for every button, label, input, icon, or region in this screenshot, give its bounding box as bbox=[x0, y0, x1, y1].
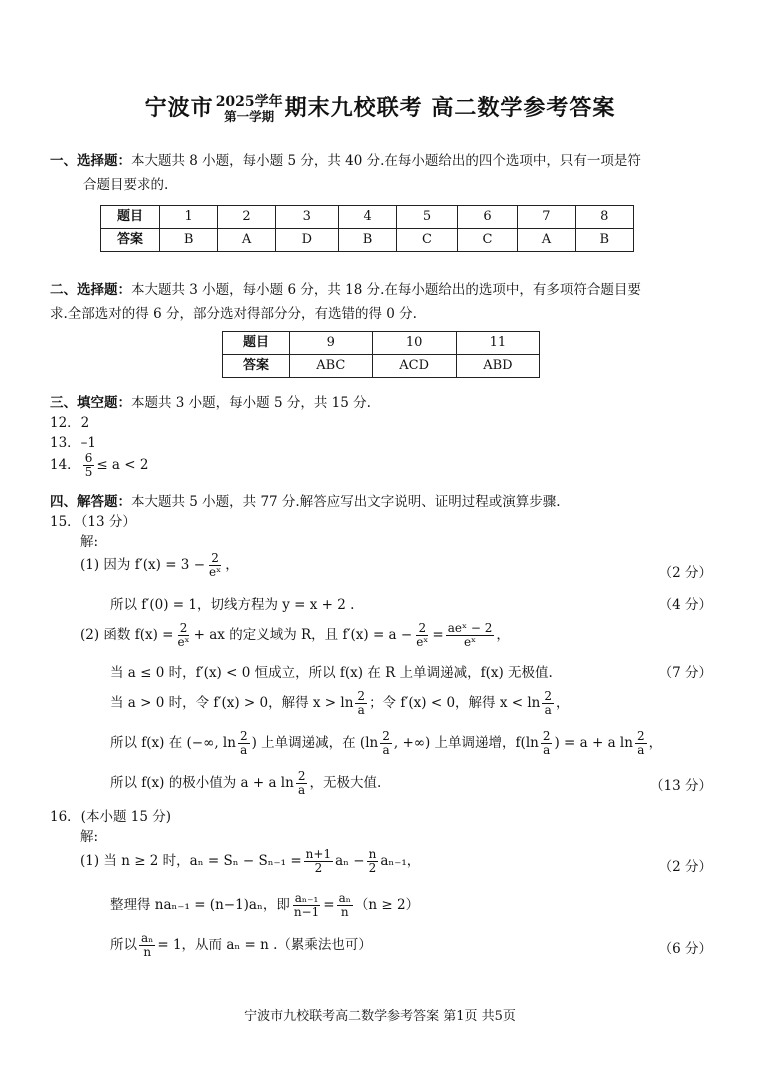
fraction bbox=[380, 730, 392, 757]
q15-line-2: 所以 f′(0) = 1，切线方程为 y = x + 2 . bbox=[110, 597, 355, 613]
answer-14-prefix: 14． bbox=[50, 457, 81, 474]
table-header-a: 答案 bbox=[101, 229, 160, 252]
fraction-den: eˣ bbox=[416, 635, 429, 650]
q15-score-1: （2 分） bbox=[658, 565, 712, 581]
fraction-den: a bbox=[543, 743, 551, 758]
q15-jie: 解: bbox=[80, 534, 99, 550]
fraction bbox=[296, 770, 308, 797]
q16-line-3 bbox=[110, 932, 372, 959]
table-cell: 7 bbox=[518, 206, 575, 229]
fraction-den: a bbox=[544, 703, 552, 718]
q16-l1-text-a: (1) 当 n ≥ 2 时，aₙ = Sₙ − Sₙ₋₁ = bbox=[80, 853, 302, 870]
q16-l1-text-d: aₙ₋₁， bbox=[380, 853, 421, 870]
fraction bbox=[304, 848, 333, 875]
answer-14 bbox=[50, 452, 148, 479]
fraction bbox=[139, 932, 155, 959]
fraction-den: eˣ bbox=[463, 635, 477, 650]
q16-line-2 bbox=[110, 892, 419, 919]
section-2-text-cont: 求.全部选对的得 6 分，部分选对得部分分，有选错的得 0 分. bbox=[50, 306, 417, 323]
q15-score-2: （4 分） bbox=[658, 597, 712, 613]
title-term: 第一学期 bbox=[224, 108, 275, 124]
answer-12: 12．2 bbox=[50, 415, 90, 431]
fraction-den: n bbox=[143, 945, 152, 960]
title-prefix: 宁波市 bbox=[144, 95, 214, 121]
fraction bbox=[541, 730, 553, 757]
table-cell: 8 bbox=[575, 206, 633, 229]
q15-l5-text-b: ；令 f′(x) < 0，解得 x < ln bbox=[369, 695, 541, 712]
q16-score-1: （2 分） bbox=[658, 859, 712, 875]
answer-table-1 bbox=[100, 205, 634, 252]
q15-l3-text-b: + ax 的定义域为 R，且 f′(x) = a − bbox=[193, 627, 413, 644]
q15-l3-text-f: ， bbox=[496, 627, 510, 644]
q16-l3-text-a: 所以 bbox=[110, 937, 137, 954]
table-cell: D bbox=[275, 229, 338, 252]
section-4-text: 本大题共 5 小题，共 77 分.解答应写出文字说明、证明过程或演算步骤. bbox=[131, 494, 561, 510]
fraction bbox=[207, 552, 223, 579]
q15-line-5 bbox=[110, 690, 570, 717]
table-cell: C bbox=[457, 229, 518, 252]
q16-line-1 bbox=[80, 848, 420, 875]
table-row-answers bbox=[101, 229, 634, 252]
table-cell: 10 bbox=[372, 332, 456, 355]
table-cell: ABC bbox=[290, 355, 373, 378]
fraction-num: 6 bbox=[84, 451, 93, 465]
answer-14-rest: ≤ a < 2 bbox=[96, 457, 149, 474]
table-cell: 6 bbox=[457, 206, 518, 229]
q15-line-6 bbox=[110, 730, 662, 757]
fraction bbox=[355, 690, 367, 717]
fraction-num: aₙ bbox=[338, 891, 351, 905]
table-cell: B bbox=[338, 229, 396, 252]
q15-l6-text-c: , +∞) 上单调递增，f(ln bbox=[393, 735, 539, 752]
table-cell: ACD bbox=[372, 355, 456, 378]
q15-line-3 bbox=[80, 622, 510, 649]
section-3-text: 本题共 3 小题，每小题 5 分，共 15 分. bbox=[131, 395, 371, 411]
fraction-num: 2 bbox=[544, 689, 552, 703]
fraction-num: 2 bbox=[542, 729, 551, 743]
q15-l3-text-d: = bbox=[432, 627, 444, 644]
answer-13: 13．–1 bbox=[50, 435, 97, 451]
section-4-heading: 四、解答题： bbox=[50, 494, 131, 510]
q16-l2-text-d: （n ≥ 2） bbox=[354, 897, 420, 914]
fraction-den: 2 bbox=[314, 861, 323, 876]
table-header-q: 题目 bbox=[101, 206, 160, 229]
fraction bbox=[367, 848, 379, 875]
q16-jie: 解: bbox=[80, 829, 99, 845]
section-1-heading: 一、选择题： bbox=[50, 153, 131, 169]
fraction-den: a bbox=[382, 743, 390, 758]
q16-score-3: （6 分） bbox=[658, 941, 712, 957]
q15-l3-text-a: (2) 函数 f(x) = bbox=[80, 627, 174, 644]
title-main: 期末九校联考 高二数学参考答案 bbox=[284, 95, 616, 121]
q16-l1-text-b: aₙ − bbox=[335, 853, 365, 870]
fraction-den: a bbox=[240, 743, 248, 758]
section-2-text: 本大题共 3 小题，每小题 6 分，共 18 分.在每小题给出的选项中，有多项符合题目要 bbox=[131, 282, 641, 298]
table-cell: B bbox=[575, 229, 633, 252]
table-cell: 11 bbox=[456, 332, 539, 355]
fraction-den: a bbox=[357, 703, 365, 718]
fraction bbox=[175, 622, 191, 649]
table-header-q: 题目 bbox=[223, 332, 290, 355]
fraction-den: a bbox=[637, 743, 645, 758]
fraction bbox=[337, 892, 353, 919]
section-1-text: 本大题共 8 小题，每小题 5 分，共 40 分.在每小题给出的四个选项中，只有一项是符 bbox=[131, 153, 641, 169]
table-header-a: 答案 bbox=[223, 355, 290, 378]
answer-table-2 bbox=[222, 331, 540, 378]
fraction-num: 2 bbox=[297, 769, 306, 783]
table-cell: C bbox=[397, 229, 458, 252]
page-footer: 宁波市九校联考高二数学参考答案 第1页 共5页 bbox=[244, 1009, 516, 1024]
q16-l2-text-a: 整理得 naₙ₋₁ = (n−1)aₙ，即 bbox=[110, 897, 290, 914]
title-year: 2025学年 bbox=[215, 93, 283, 110]
fraction-num: n+1 bbox=[305, 847, 332, 861]
fraction bbox=[292, 892, 321, 919]
fraction bbox=[542, 690, 554, 717]
fraction-den: n bbox=[340, 905, 349, 920]
q15-score-4: （7 分） bbox=[658, 665, 712, 681]
fraction-num: aeˣ − 2 bbox=[447, 621, 493, 635]
q15-line-4: 当 a ≤ 0 时，f′(x) < 0 恒成立，所以 f(x) 在 R 上单调递减，f(x) 无极值. bbox=[110, 665, 553, 681]
section-1-text-cont: 合题目要求的. bbox=[83, 177, 169, 194]
q16-l2-text-b: = bbox=[323, 897, 335, 914]
table-cell: 2 bbox=[218, 206, 275, 229]
q15-l1-text: (1) 因为 f′(x) = 3 − bbox=[80, 557, 206, 574]
fraction bbox=[238, 730, 250, 757]
fraction-num: aₙ₋₁ bbox=[294, 891, 319, 905]
fraction-den: 2 bbox=[368, 861, 377, 876]
table-row-questions bbox=[101, 206, 634, 229]
table-row-questions bbox=[223, 332, 540, 355]
fraction-den: a bbox=[298, 783, 306, 798]
table-cell: 5 bbox=[397, 206, 458, 229]
fraction-num: aₙ bbox=[141, 931, 154, 945]
page-title bbox=[0, 94, 760, 124]
fraction-num: 2 bbox=[636, 729, 645, 743]
table-cell: ABD bbox=[456, 355, 539, 378]
fraction-num: 2 bbox=[211, 551, 219, 565]
fraction-num: n bbox=[368, 847, 377, 861]
fraction bbox=[414, 622, 430, 649]
section-2-heading: 二、选择题： bbox=[50, 282, 131, 298]
table-cell: A bbox=[518, 229, 575, 252]
q15-l7-text-b: ，无极大值. bbox=[309, 775, 382, 792]
q16-l3-text-b: = 1，从而 aₙ = n .（累乘法也可） bbox=[157, 937, 372, 954]
table-cell: 4 bbox=[338, 206, 396, 229]
section-4-intro bbox=[50, 493, 561, 511]
q15-l6-text-e: ， bbox=[648, 735, 663, 752]
q15-header: 15．（13 分） bbox=[50, 514, 136, 530]
fraction bbox=[83, 452, 95, 479]
q15-l5-text-a: 当 a > 0 时，令 f′(x) > 0，解得 x > ln bbox=[110, 695, 354, 712]
q15-l6-text-b: ) 上单调递减，在 (ln bbox=[251, 735, 379, 752]
fraction-den: eˣ bbox=[177, 635, 190, 650]
q15-line-7 bbox=[110, 770, 381, 797]
title-term-stack bbox=[216, 95, 283, 123]
table-cell: B bbox=[160, 229, 218, 252]
section-3-heading: 三、填空题： bbox=[50, 395, 131, 411]
fraction-num: 2 bbox=[239, 729, 248, 743]
table-cell: 1 bbox=[160, 206, 218, 229]
section-1-intro bbox=[50, 152, 720, 194]
q15-l7-text-a: 所以 f(x) 的极小值为 a + a ln bbox=[110, 775, 294, 792]
q15-l5-end: ， bbox=[556, 695, 570, 712]
section-3-intro bbox=[50, 394, 371, 412]
q15-l1-end: ， bbox=[225, 557, 239, 574]
section-2-intro bbox=[50, 281, 720, 323]
table-cell: A bbox=[218, 229, 275, 252]
fraction bbox=[446, 622, 495, 649]
fraction-num: 2 bbox=[418, 621, 427, 635]
table-cell: 9 bbox=[290, 332, 373, 355]
fraction-num: 2 bbox=[357, 689, 366, 703]
fraction-num: 2 bbox=[382, 729, 390, 743]
q15-l6-text-a: 所以 f(x) 在 (−∞, ln bbox=[110, 735, 236, 752]
table-cell: 3 bbox=[275, 206, 338, 229]
q16-header: 16．(本小题 15 分) bbox=[50, 809, 171, 825]
table-row-answers bbox=[223, 355, 540, 378]
fraction bbox=[635, 730, 647, 757]
q15-line-1 bbox=[80, 552, 239, 579]
fraction-den: 5 bbox=[84, 465, 93, 480]
fraction-den: eˣ bbox=[209, 565, 222, 580]
fraction-num: 2 bbox=[179, 621, 188, 635]
q15-l6-text-d: ) = a + a ln bbox=[554, 735, 633, 752]
fraction-den: n−1 bbox=[293, 905, 320, 920]
q15-score-7: （13 分） bbox=[650, 778, 712, 794]
